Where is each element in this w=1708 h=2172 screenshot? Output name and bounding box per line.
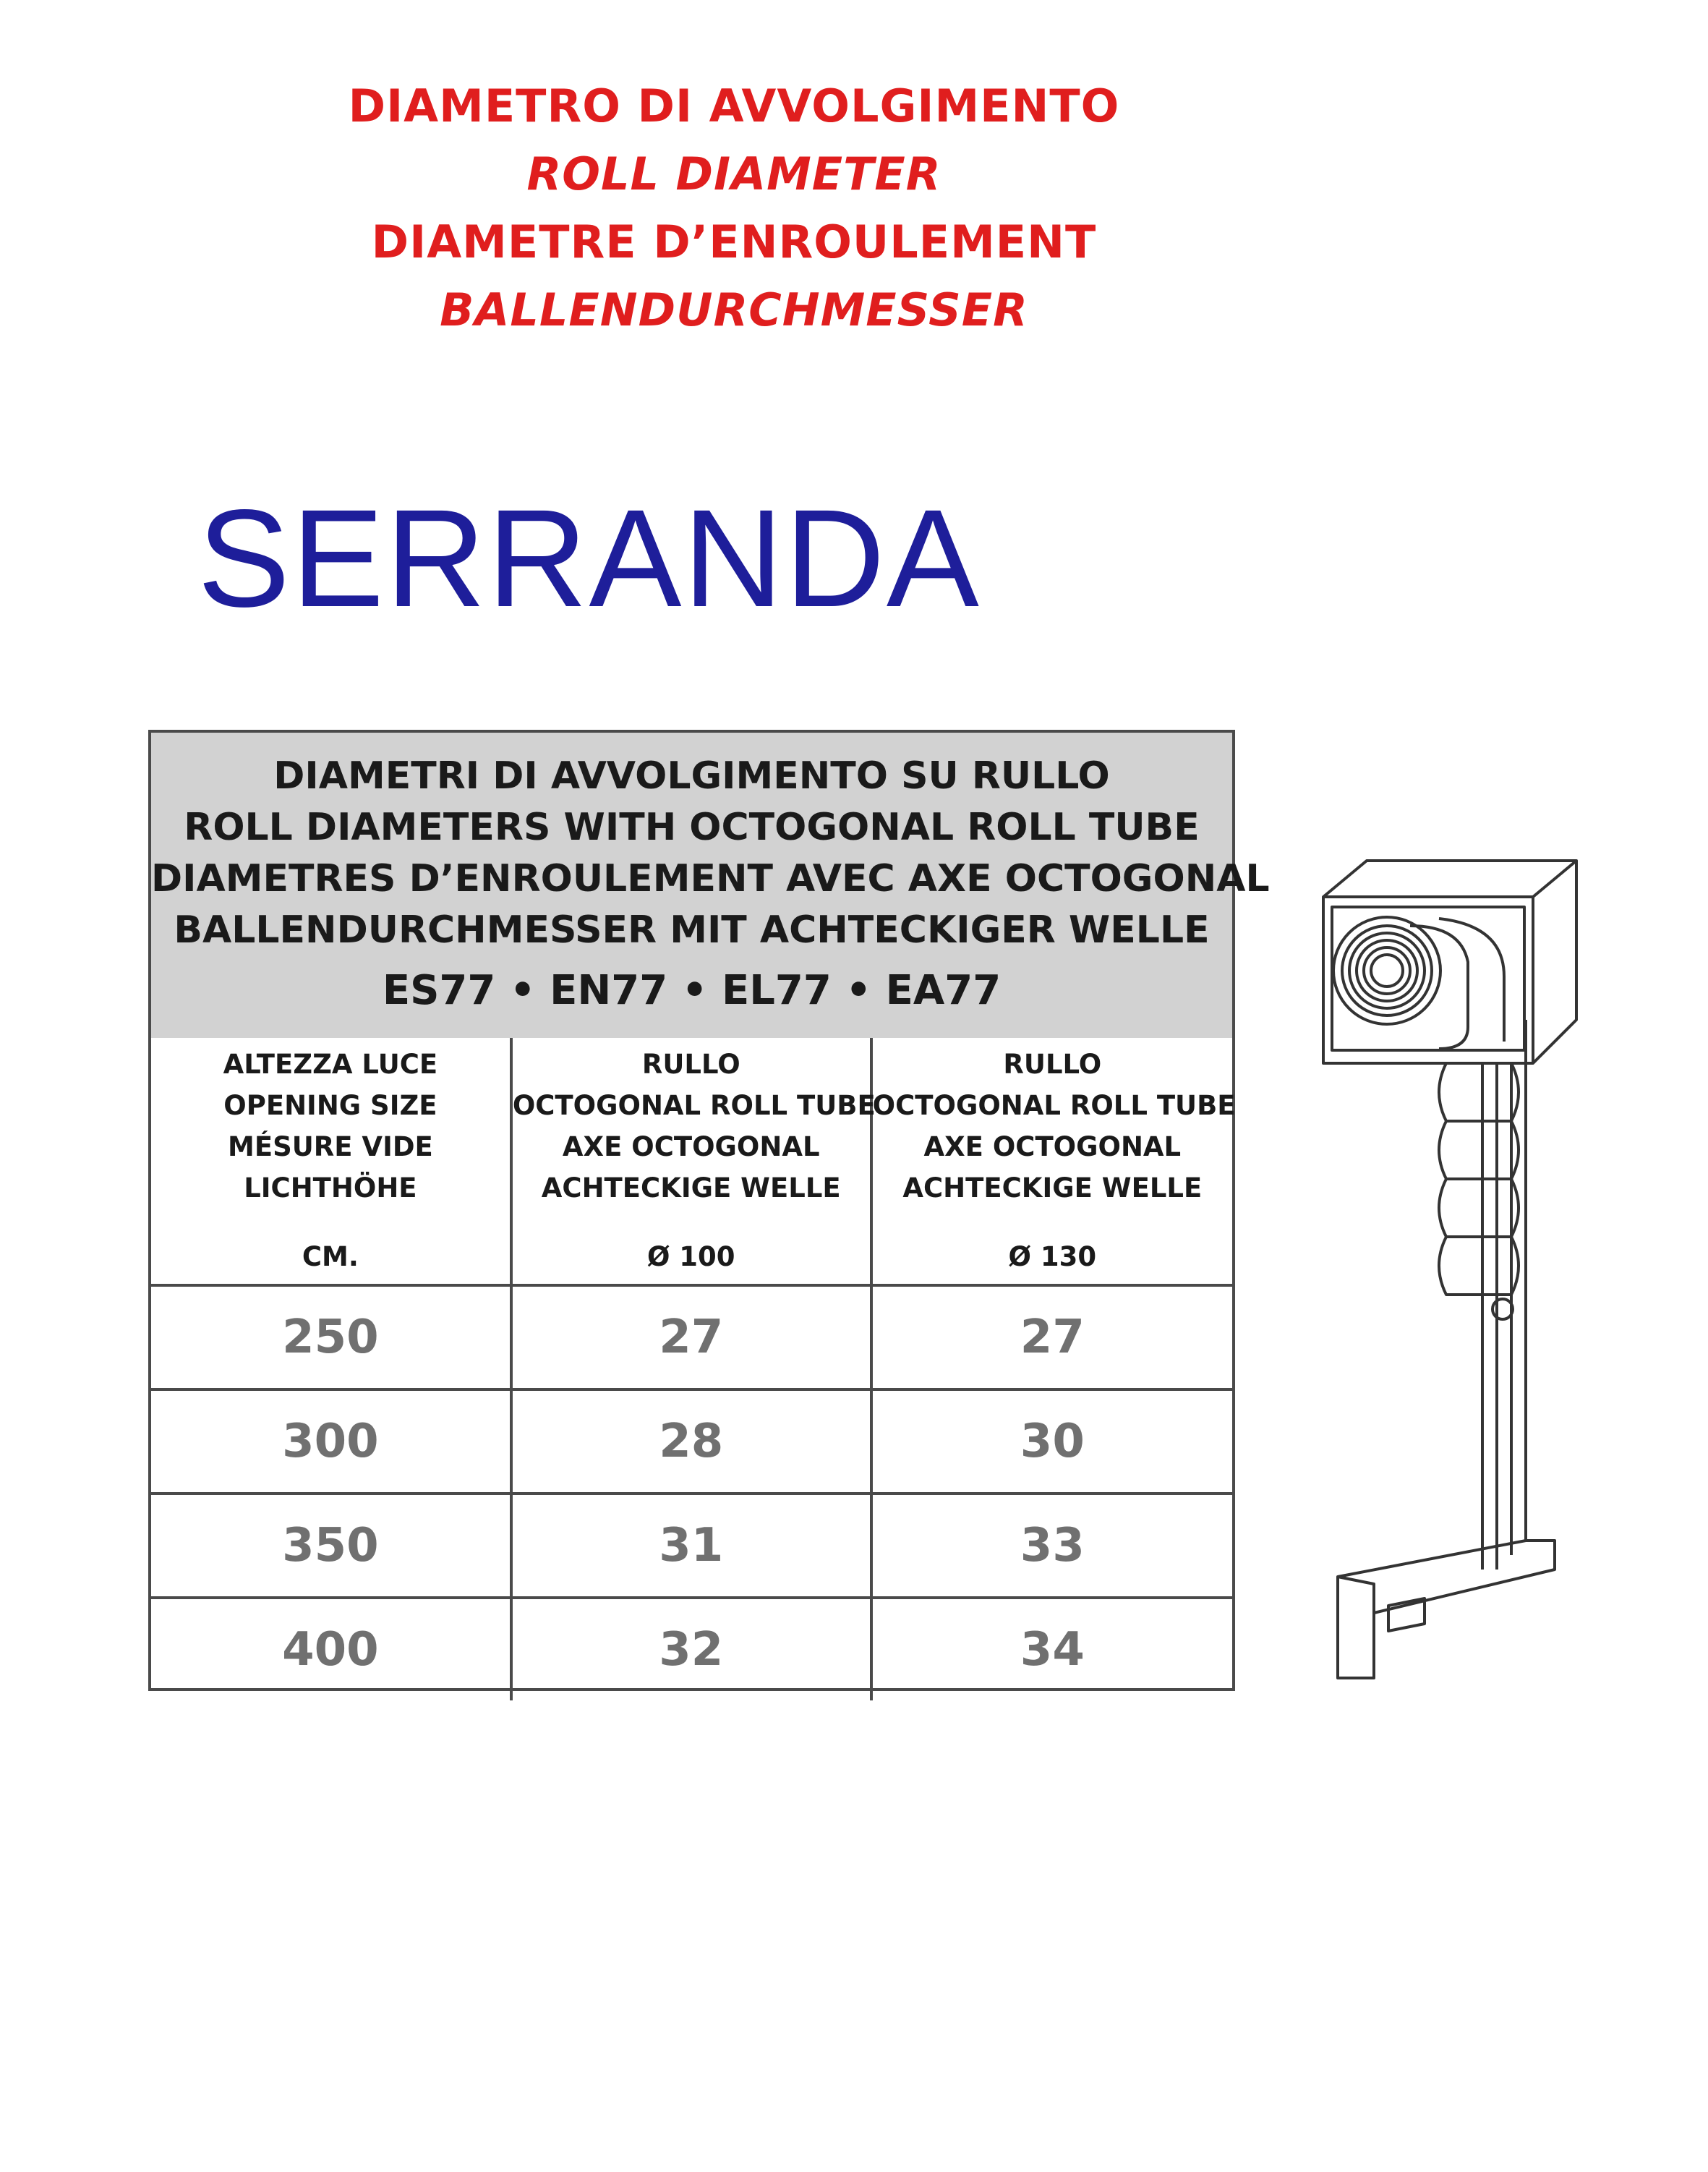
table-header-line: ROLL DIAMETERS WITH OCTOGONAL ROLL TUBE — [184, 806, 1200, 849]
column-header-line: ACHTECKIGE WELLE — [902, 1172, 1203, 1204]
column-header-line: AXE OCTOGONAL — [923, 1131, 1182, 1162]
document-titles — [0, 72, 1468, 344]
table-cell: 28 — [511, 1389, 871, 1494]
title-english: ROLL DIAMETER — [526, 148, 941, 200]
column-header-row — [151, 1038, 1232, 1285]
column-header-line: OCTOGONAL ROLL TUBE — [872, 1090, 1236, 1121]
table-header — [151, 733, 1270, 1038]
table-cell: 27 — [511, 1285, 871, 1389]
table-header-line: BALLENDURCHMESSER MIT ACHTECKIGER WELLE — [174, 908, 1210, 952]
title-french: DIAMETRE D’ENROULEMENT — [371, 216, 1097, 268]
table-row — [151, 1285, 1232, 1389]
column-unit: CM. — [302, 1241, 359, 1272]
table-cell: 34 — [871, 1598, 1232, 1700]
roll-diameter-table — [148, 730, 1270, 1691]
column-header-line: OCTOGONAL ROLL TUBE — [512, 1090, 876, 1121]
column-header-line: ACHTECKIGE WELLE — [541, 1172, 841, 1204]
column-header-line: RULLO — [1003, 1049, 1102, 1080]
title-italian: DIAMETRO DI AVVOLGIMENTO — [348, 80, 1120, 132]
table-cell: 400 — [151, 1598, 511, 1700]
column-header-line: AXE OCTOGONAL — [562, 1131, 820, 1162]
table-cell: 31 — [511, 1494, 871, 1598]
column-unit: Ø 100 — [646, 1241, 735, 1272]
table-header-line: DIAMETRES D’ENROULEMENT AVEC AXE OCTOGONAL — [151, 857, 1270, 900]
product-name: SERRANDA — [197, 480, 981, 636]
table-cell: 30 — [871, 1389, 1232, 1494]
column-header-line: LICHTHÖHE — [244, 1172, 417, 1204]
table-cell: 350 — [151, 1494, 511, 1598]
model-codes: ES77 • EN77 • EL77 • EA77 — [382, 967, 1002, 1014]
table-row — [151, 1598, 1232, 1700]
column-unit: Ø 130 — [1008, 1241, 1097, 1272]
table-row — [151, 1389, 1232, 1494]
column-header-line: MÉSURE VIDE — [228, 1131, 433, 1162]
table-cell: 33 — [871, 1494, 1232, 1598]
column-header-roll-100 — [511, 1038, 876, 1285]
table-row — [151, 1494, 1232, 1598]
column-header-line: OPENING SIZE — [223, 1090, 437, 1121]
column-header-roll-130 — [871, 1038, 1236, 1285]
table-header-line: DIAMETRI DI AVVOLGIMENTO SU RULLO — [273, 754, 1110, 798]
column-header-opening-size — [151, 1038, 511, 1285]
table-grid — [151, 1038, 1236, 1700]
column-header-line: ALTEZZA LUCE — [223, 1049, 438, 1080]
table-cell: 27 — [871, 1285, 1232, 1389]
title-german: BALLENDURCHMESSER — [440, 284, 1028, 336]
table-cell: 250 — [151, 1285, 511, 1389]
table-cell: 300 — [151, 1389, 511, 1494]
column-header-line: RULLO — [641, 1049, 740, 1080]
roller-shutter-cross-section-icon — [1294, 846, 1598, 1700]
table-cell: 32 — [511, 1598, 871, 1700]
